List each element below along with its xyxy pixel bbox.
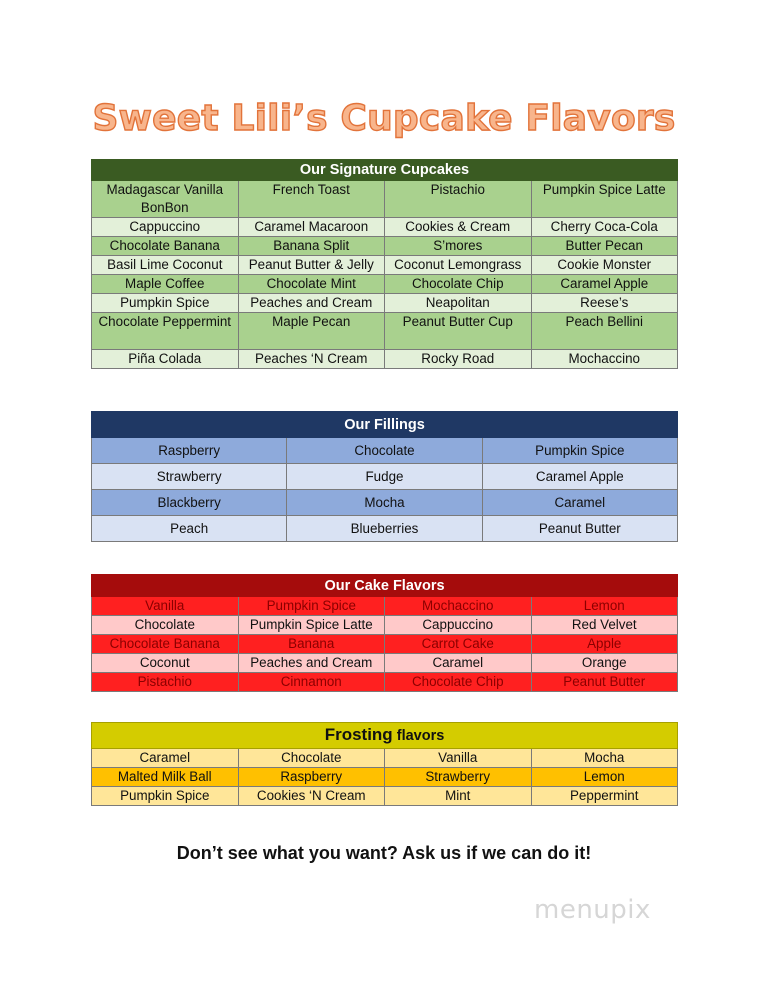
table-cell: Orange <box>531 654 678 673</box>
table-cell: Pumpkin Spice <box>238 597 385 616</box>
table-cell: Strawberry <box>92 464 287 490</box>
table-cell: Pumpkin Spice <box>482 438 677 464</box>
table-row <box>92 350 678 369</box>
table-row <box>92 237 678 256</box>
table-cell: Fudge <box>287 464 482 490</box>
table-row <box>92 256 678 275</box>
table-cell: Cinnamon <box>238 673 385 692</box>
watermark-logo: menupix <box>534 895 651 925</box>
table-cell: Pistachio <box>385 181 532 218</box>
table-cell: Blueberries <box>287 516 482 542</box>
table-cell: Cappuccino <box>92 218 239 237</box>
table-cell: Peaches and Cream <box>238 294 385 313</box>
table-cell: Raspberry <box>238 768 385 787</box>
table-row <box>92 749 678 768</box>
table-cell: Cookies ‘N Cream <box>238 787 385 806</box>
table-cell: Chocolate <box>238 749 385 768</box>
table-cell: Red Velvet <box>531 616 678 635</box>
cake-flavors-table <box>91 574 678 692</box>
table-cell: Madagascar Vanilla BonBon <box>92 181 239 218</box>
table-cell: Basil Lime Coconut <box>92 256 239 275</box>
table-cell: Pistachio <box>92 673 239 692</box>
table-cell: Pumpkin Spice <box>92 294 239 313</box>
table-cell: Mochaccino <box>385 597 532 616</box>
table-cell: French Toast <box>238 181 385 218</box>
table-row <box>92 768 678 787</box>
table-cell: Peanut Butter <box>482 516 677 542</box>
table-cell: Pumpkin Spice Latte <box>238 616 385 635</box>
table-cell: Chocolate Banana <box>92 635 239 654</box>
table-cell: Blackberry <box>92 490 287 516</box>
fillings-heading: Our Fillings <box>92 412 678 438</box>
page-title: Sweet Lili’s Cupcake Flavors <box>92 98 676 139</box>
table-cell: Coconut <box>92 654 239 673</box>
table-cell: Apple <box>531 635 678 654</box>
table-cell: Lemon <box>531 597 678 616</box>
table-cell: Chocolate Chip <box>385 673 532 692</box>
cake-heading: Our Cake Flavors <box>92 575 678 597</box>
table-cell: Caramel Apple <box>531 275 678 294</box>
table-cell: Pumpkin Spice <box>92 787 239 806</box>
table-cell: Maple Coffee <box>92 275 239 294</box>
table-row <box>92 516 678 542</box>
table-cell: Caramel <box>482 490 677 516</box>
table-row <box>92 597 678 616</box>
table-row <box>92 673 678 692</box>
frosting-heading <box>92 723 678 749</box>
table-cell: Peach Bellini <box>531 313 678 350</box>
table-row <box>92 275 678 294</box>
table-cell: Mocha <box>287 490 482 516</box>
table-cell: Reese’s <box>531 294 678 313</box>
table-cell: Lemon <box>531 768 678 787</box>
table-row <box>92 438 678 464</box>
table-cell: Chocolate Chip <box>385 275 532 294</box>
table-cell: Chocolate <box>92 616 239 635</box>
table-cell: Peaches ‘N Cream <box>238 350 385 369</box>
table-cell: Peach <box>92 516 287 542</box>
fillings-table <box>91 411 678 542</box>
table-row <box>92 787 678 806</box>
table-cell: Banana Split <box>238 237 385 256</box>
table-cell: Carrot Cake <box>385 635 532 654</box>
table-row <box>92 616 678 635</box>
table-cell: Malted Milk Ball <box>92 768 239 787</box>
table-cell: S’mores <box>385 237 532 256</box>
table-row <box>92 490 678 516</box>
table-cell: Rocky Road <box>385 350 532 369</box>
table-cell: Peanut Butter Cup <box>385 313 532 350</box>
table-row <box>92 635 678 654</box>
table-row <box>92 313 678 350</box>
table-cell: Mocha <box>531 749 678 768</box>
table-cell: Chocolate Banana <box>92 237 239 256</box>
table-cell: Cappuccino <box>385 616 532 635</box>
closing-note: Don’t see what you want? Ask us if we can do it! <box>176 843 592 863</box>
table-cell: Butter Pecan <box>531 237 678 256</box>
table-cell: Chocolate Peppermint <box>92 313 239 350</box>
table-row <box>92 218 678 237</box>
table-cell: Peanut Butter <box>531 673 678 692</box>
signature-cupcakes-table <box>91 159 678 369</box>
table-cell: Caramel Macaroon <box>238 218 385 237</box>
table-cell: Coconut Lemongrass <box>385 256 532 275</box>
frosting-heading-rest: flavors <box>396 728 445 744</box>
table-cell: Chocolate Mint <box>238 275 385 294</box>
table-cell: Strawberry <box>385 768 532 787</box>
table-row <box>92 181 678 218</box>
table-cell: Caramel <box>92 749 239 768</box>
table-cell: Chocolate <box>287 438 482 464</box>
table-row <box>92 464 678 490</box>
frosting-heading-main: Frosting <box>324 725 393 744</box>
table-cell: Pumpkin Spice Latte <box>531 181 678 218</box>
table-cell: Cookies & Cream <box>385 218 532 237</box>
table-cell: Caramel Apple <box>482 464 677 490</box>
table-cell: Piña Colada <box>92 350 239 369</box>
table-row <box>92 654 678 673</box>
table-row <box>92 294 678 313</box>
table-cell: Peppermint <box>531 787 678 806</box>
table-cell: Cookie Monster <box>531 256 678 275</box>
table-cell: Maple Pecan <box>238 313 385 350</box>
table-cell: Peaches and Cream <box>238 654 385 673</box>
table-cell: Cherry Coca-Cola <box>531 218 678 237</box>
table-cell: Banana <box>238 635 385 654</box>
table-cell: Mint <box>385 787 532 806</box>
table-cell: Vanilla <box>92 597 239 616</box>
signature-heading: Our Signature Cupcakes <box>92 160 678 181</box>
table-cell: Mochaccino <box>531 350 678 369</box>
table-cell: Caramel <box>385 654 532 673</box>
table-cell: Peanut Butter & Jelly <box>238 256 385 275</box>
table-cell: Raspberry <box>92 438 287 464</box>
table-cell: Vanilla <box>385 749 532 768</box>
table-cell: Neapolitan <box>385 294 532 313</box>
frosting-flavors-table <box>91 722 678 806</box>
